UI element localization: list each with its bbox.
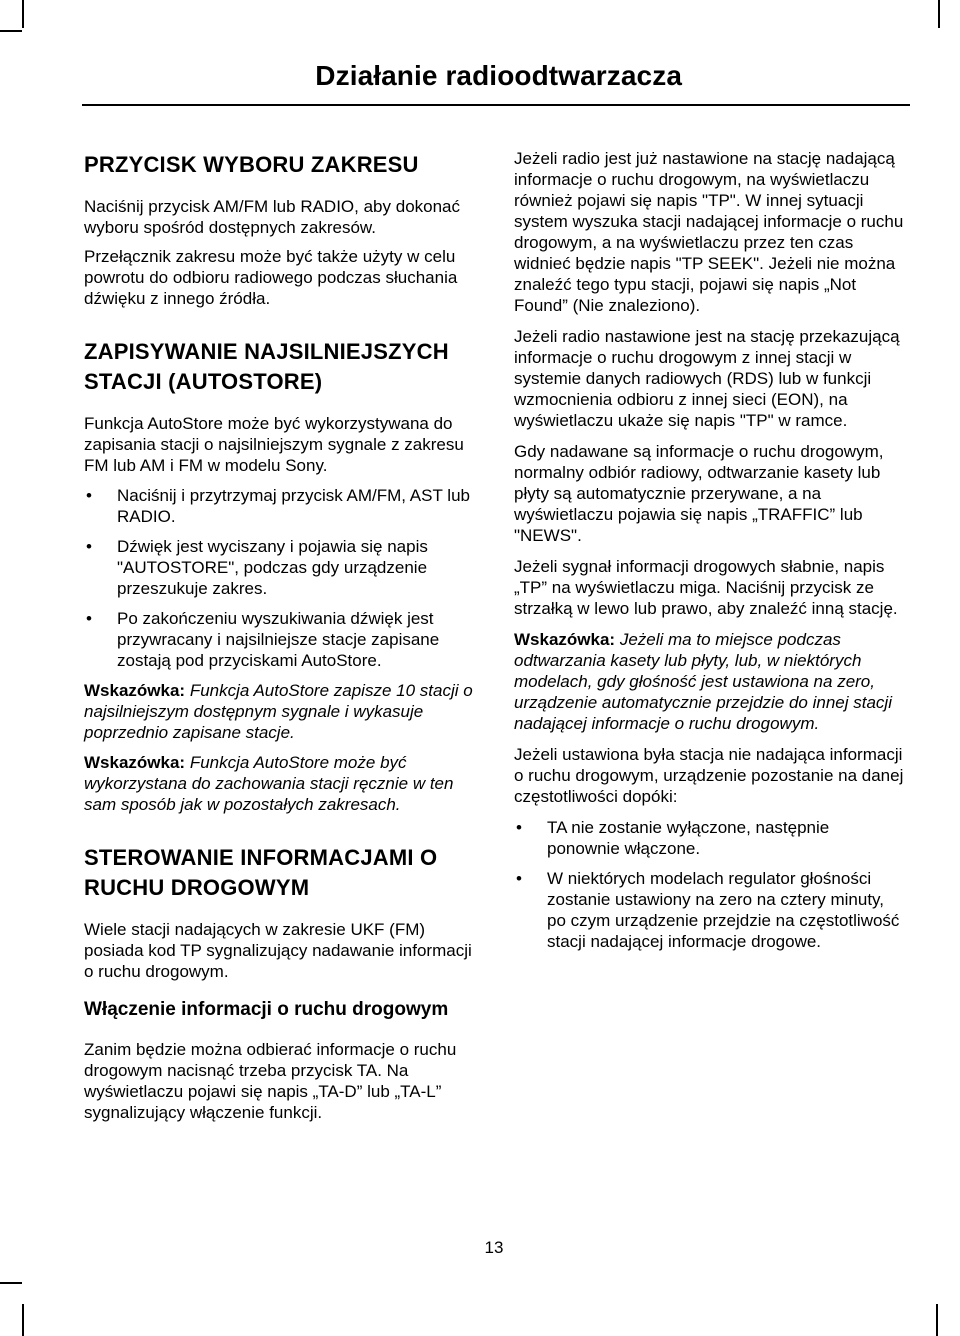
- list-item: [84, 485, 476, 527]
- paragraph: Zanim będzie można odbierać informacje o ruchu drogowym nacisnąć trzeba przycisk TA. Na wyświetlaczu pojawi się napis „TA-D” lub „TA-L” sygnalizujący włączenie funkcji.: [84, 1040, 457, 1122]
- bullet-symbol: •: [516, 869, 522, 888]
- list-item: [84, 608, 476, 671]
- list-item-text: Dźwięk jest wyciszany i pojawia się napis "AUTOSTORE", podczas gdy urządzenie przeszukuje zakres.: [117, 537, 428, 598]
- crop-mark-bottom-left: [22, 1304, 24, 1336]
- note-text: Funkcja AutoStore zapisze 10 stacji o najsilniejszym dostępnym sygnale i wykasuje poprzednio zapisane stacje.: [84, 681, 473, 742]
- note: [514, 629, 906, 734]
- list-item-text: W niektórych modelach regulator głośności zostanie ustawiony na zero na cztery minuty, po czym urządzenie przejdzie na częstotliwość stacji nadającej informacje drogowe.: [547, 869, 900, 951]
- page-title: Działanie radioodtwarzacza: [315, 60, 682, 91]
- note-text: Funkcja AutoStore może być wykorzystana do zachowania stacji ręcznie w ten sam sposób jak w pozostałych zakresach.: [84, 753, 454, 814]
- paragraph: Jeżeli radio jest już nastawione na stację nadającą informacje o ruchu drogowym, na wyświetlaczu również pojawi się napis "TP". W innej sytuacji system wyszuka stacji nadającej informacje o ruchu drogowym, a na wyświetlaczu przez ten czas widnieć będzie napis "TP SEEK". Jeżeli nie można znaleźć tego typu stacji, pojawi się napis „Not Found” (Nie znaleziono).: [514, 149, 904, 315]
- paragraph: Jeżeli radio nastawione jest na stację przekazującą informacje o ruchu drogowym z innej stacji w systemie danych radiowych (RDS) lub w funkcji wzmocnienia odbioru z innej sieci (EON), na wyświetlaczu ukaże się napis "TP" w ramce.: [514, 327, 900, 430]
- note: [84, 680, 476, 743]
- note-label: Wskazówka:: [514, 630, 616, 649]
- crop-mark-top-left: [22, 0, 24, 28]
- paragraph: Jeżeli sygnał informacji drogowych słabnie, napis „TP” na wyświetlaczu miga. Naciśnij przycisk ze strzałką w lewo lub prawo, aby znaleźć inną stację.: [514, 557, 898, 618]
- paragraph: Naciśnij przycisk AM/FM lub RADIO, aby dokonać wyboru spośród dostępnych zakresów.: [84, 197, 461, 237]
- paragraph: Funkcja AutoStore może być wykorzystywana do zapisania stacji o najsilniejszym sygnale z zakresu FM lub AM i FM w modelu Sony.: [84, 414, 464, 475]
- note-label: Wskazówka:: [84, 753, 186, 772]
- crop-mark-bottom-right: [936, 1304, 938, 1336]
- list-item-text: Naciśnij i przytrzymaj przycisk AM/FM, AST lub RADIO.: [117, 486, 470, 526]
- bullet-symbol: •: [86, 537, 92, 556]
- note-text: Jeżeli ma to miejsce podczas odtwarzania kasety lub płyty, lub, w niektórych modelach, gdy głośność jest ustawiona na zero, urządzenie automatycznie przejdzie do innej stacji nadającej informacje o ruchu drogowym.: [514, 630, 892, 733]
- right-column: [514, 148, 906, 952]
- crop-mark-bottom-left-h: [0, 1282, 22, 1284]
- note-label: Wskazówka:: [84, 681, 186, 700]
- heading-band-selector: PRZYCISK WYBORU ZAKRESU: [84, 152, 419, 177]
- left-column: [84, 148, 476, 1123]
- page-number: 13: [484, 1238, 504, 1257]
- list-item-text: TA nie zostanie wyłączone, następnie ponownie włączone.: [547, 818, 830, 858]
- note: [84, 752, 476, 815]
- subheading-enable-traffic-info: Włączenie informacji o ruchu drogowym: [84, 999, 449, 1020]
- crop-mark-top-right: [938, 0, 940, 28]
- page-header: [82, 60, 910, 106]
- list-item: [84, 536, 476, 599]
- list-item: [514, 868, 906, 952]
- paragraph: Wiele stacji nadających w zakresie UKF (FM) posiada kod TP sygnalizujący nadawanie informacji o ruchu drogowym.: [84, 920, 472, 981]
- list-item: [514, 817, 906, 859]
- heading-traffic-info: STEROWANIE INFORMACJAMI O RUCHU DROGOWYM: [84, 845, 438, 900]
- paragraph: Jeżeli ustawiona była stacja nie nadająca informacji o ruchu drogowym, urządzenie pozostanie na danej częstotliwości dopóki:: [514, 745, 904, 806]
- bullet-symbol: •: [86, 486, 92, 505]
- bullet-symbol: •: [516, 818, 522, 837]
- crop-mark-top-left-h: [0, 30, 22, 32]
- paragraph: Gdy nadawane są informacje o ruchu drogowym, normalny odbiór radiowy, odtwarzanie kasety lub płyty są automatycznie przerywane, a na wyświetlaczu pojawia się napis „TRAFFIC” lub "NEWS".: [514, 442, 884, 545]
- bullet-list-autostore: [84, 485, 476, 671]
- heading-autostore: ZAPISYWANIE NAJSILNIEJSZYCH STACJI (AUTOSTORE): [84, 339, 449, 394]
- bullet-list-conditions: [514, 817, 906, 952]
- bullet-symbol: •: [86, 609, 92, 628]
- list-item-text: Po zakończeniu wyszukiwania dźwięk jest przywracany i najsilniejsze stacje zapisane zostają pod przyciskami AutoStore.: [117, 609, 440, 670]
- paragraph: Przełącznik zakresu może być także użyty w celu powrotu do odbioru radiowego podczas słuchania dźwięku z innego źródła.: [84, 247, 458, 308]
